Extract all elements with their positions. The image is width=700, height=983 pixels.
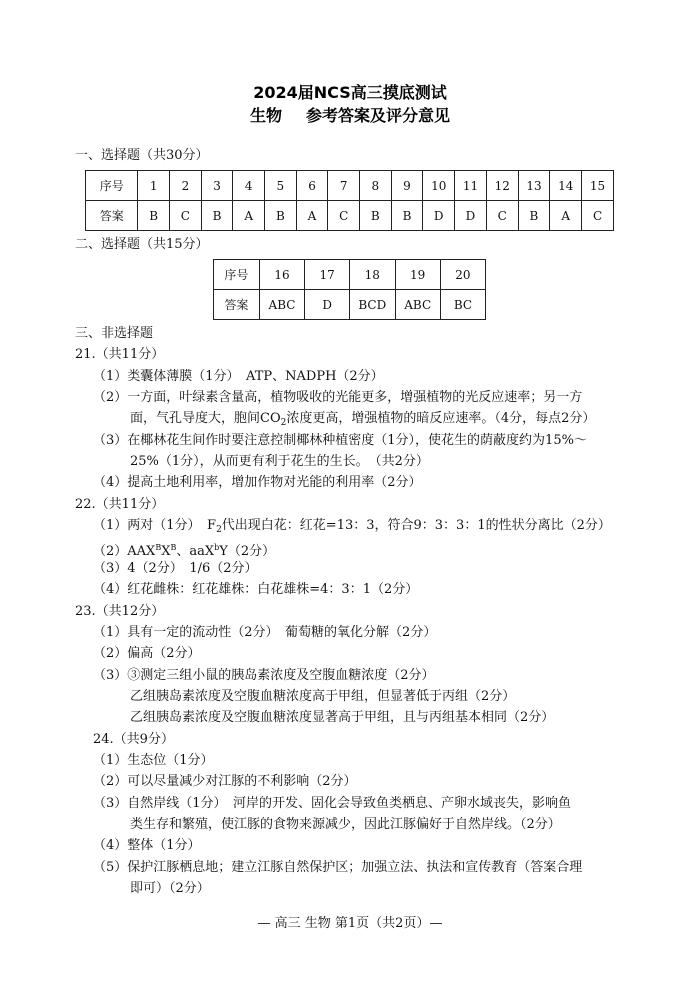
question-number: 2 (170, 171, 202, 201)
q24-answer-3-line2: 类生存和繁殖，使江豚的食物来源减少，因此江豚偏好于自然岸线。（2分） (130, 817, 561, 832)
table-row (214, 290, 486, 320)
question-number: 17 (305, 260, 350, 290)
table-row (86, 171, 614, 201)
answer-cell: A (296, 201, 328, 231)
q21-answer-2-line1: （2）一方面，叶绿素含量高，植物吸收的光能更多，增强植物的光反应速率；另一方 (93, 390, 583, 405)
answer-cell: B (265, 201, 297, 231)
q21-answer-3-line2: 25%（1分），从而更有利于花生的生长。 （共2分） (130, 454, 429, 469)
superscript: b (214, 543, 220, 552)
q21-answer-3-line1: （3）在椰林花生间作时要注意控制椰林种植密度（1分），使花生的荫蔽度约为15%～ (93, 433, 587, 448)
answer-cell: B (360, 201, 392, 231)
q24-answer-5-line2: 即可）（2分） (130, 881, 210, 896)
question-number: 11 (455, 171, 487, 201)
answer-cell: C (170, 201, 202, 231)
answer-cell: ABC (259, 290, 304, 320)
row-label: 答案 (214, 290, 260, 320)
superscript: B (155, 543, 162, 552)
answer-cell: B (138, 201, 170, 231)
text-run: 、aaX (176, 544, 215, 559)
q23-answer-2: （2）偏高（2分） (93, 646, 201, 661)
question-number: 10 (423, 171, 455, 201)
q23-answer-1: （1）具有一定的流动性（2分） 葡萄糖的氧化分解（2分） (93, 625, 437, 640)
q21-heading: 21.（共11分） (75, 347, 165, 362)
subtitle-label: 参考答案及评分意见 (306, 106, 451, 125)
section1-heading: 一、选择题（共30分） (75, 148, 209, 163)
table-row (214, 260, 486, 290)
question-number: 15 (582, 171, 614, 201)
answer-cell: C (486, 201, 518, 231)
q22-answer-3: （3）4（2分） 1/6（2分） (93, 561, 258, 576)
document-subtitle (0, 103, 700, 126)
answer-cell: B (201, 201, 233, 231)
answer-cell: D (423, 201, 455, 231)
section3-heading: 三、非选择题 (75, 326, 154, 341)
row-label: 序号 (86, 171, 138, 201)
question-number: 12 (486, 171, 518, 201)
question-number: 1 (138, 171, 170, 201)
text-run: 面，气孔导度大，胞间CO (130, 411, 281, 426)
answer-cell: B (518, 201, 550, 231)
row-label: 答案 (86, 201, 138, 231)
question-number: 16 (259, 260, 304, 290)
answer-cell: D (455, 201, 487, 231)
table-row (86, 201, 614, 231)
q24-answer-2: （2）可以尽量减少对江豚的不利影响（2分） (93, 774, 357, 789)
q24-answer-1: （1）生态位（1分） (93, 753, 214, 768)
q24-answer-3-line1: （3）自然岸线（1分） 河岸的开发、固化会导致鱼类栖息、产卵水域丧失，影响鱼 (93, 796, 572, 811)
q22-heading: 22.（共11分） (75, 497, 165, 512)
text-run: （2）AAX (93, 544, 156, 559)
q23-heading: 23.（共12分） (75, 604, 165, 619)
answer-cell: A (233, 201, 265, 231)
text-run: X (161, 544, 171, 559)
answer-cell: C (328, 201, 360, 231)
subscript: 2 (216, 525, 222, 535)
page-footer: — 高三 生物 第1页（共2页）— (257, 916, 443, 931)
q21-answer-1: （1）类囊体薄膜（1分） ATP、NADPH（2分） (93, 369, 384, 384)
superscript: B (170, 543, 177, 552)
answer-table-1 (85, 170, 614, 231)
question-number: 13 (518, 171, 550, 201)
document-title: 2024届NCS高三摸底测试 (253, 83, 447, 102)
q24-answer-5-line1: （5）保护江豚栖息地；建立江豚自然保护区；加强立法、执法和宣传教育（答案合理 (93, 860, 583, 875)
question-number: 19 (395, 260, 440, 290)
q23-answer-3-line3: 乙组胰岛素浓度及空腹血糖浓度显著高于甲组，且与丙组基本相同（2分） (130, 710, 555, 725)
row-label: 序号 (214, 260, 260, 290)
q22-answer-4: （4）红花雌株：红花雄株：白花雄株=4：3：1（2分） (93, 582, 419, 597)
text-run: 浓度更高，增强植物的暗反应速率。（4分，每点2分） (286, 411, 596, 426)
q21-answer-4: （4）提高土地利用率，增加作物对光能的利用率（2分） (93, 475, 422, 490)
text-run: 代出现白花：红花=13：3，符合9：3：3：1的性状分离比（2分） (221, 518, 611, 533)
answer-cell: ABC (395, 290, 440, 320)
section2-heading: 二、选择题（共15分） (75, 237, 209, 252)
question-number: 5 (265, 171, 297, 201)
question-number: 6 (296, 171, 328, 201)
text-run: Y（2分） (219, 544, 276, 559)
q24-answer-4: （4）整体（1分） (93, 838, 201, 853)
q21-answer-2-line2 (130, 409, 595, 433)
question-number: 3 (201, 171, 233, 201)
question-number: 4 (233, 171, 265, 201)
answer-cell: BCD (350, 290, 395, 320)
q23-answer-3-line1: （3）③测定三组小鼠的胰岛素浓度及空腹血糖浓度（2分） (93, 668, 435, 683)
question-number: 18 (350, 260, 395, 290)
subscript: 2 (280, 418, 287, 428)
question-number: 14 (550, 171, 582, 201)
question-number: 8 (360, 171, 392, 201)
question-number: 20 (440, 260, 485, 290)
answer-cell: BC (440, 290, 485, 320)
subject-label: 生物 (249, 106, 282, 125)
text-run: （1）两对（1分） F (93, 518, 217, 533)
answer-table-2 (213, 259, 486, 320)
q24-heading: 24.（共9分） (93, 732, 174, 747)
question-number: 9 (391, 171, 423, 201)
answer-cell: A (550, 201, 582, 231)
answer-cell: B (391, 201, 423, 231)
q22-answer-1 (93, 516, 611, 540)
q23-answer-3-line2: 乙组胰岛素浓度及空腹血糖浓度高于甲组，但显著低于丙组（2分） (130, 689, 516, 704)
question-number: 7 (328, 171, 360, 201)
answer-cell: D (305, 290, 350, 320)
answer-cell: C (582, 201, 614, 231)
